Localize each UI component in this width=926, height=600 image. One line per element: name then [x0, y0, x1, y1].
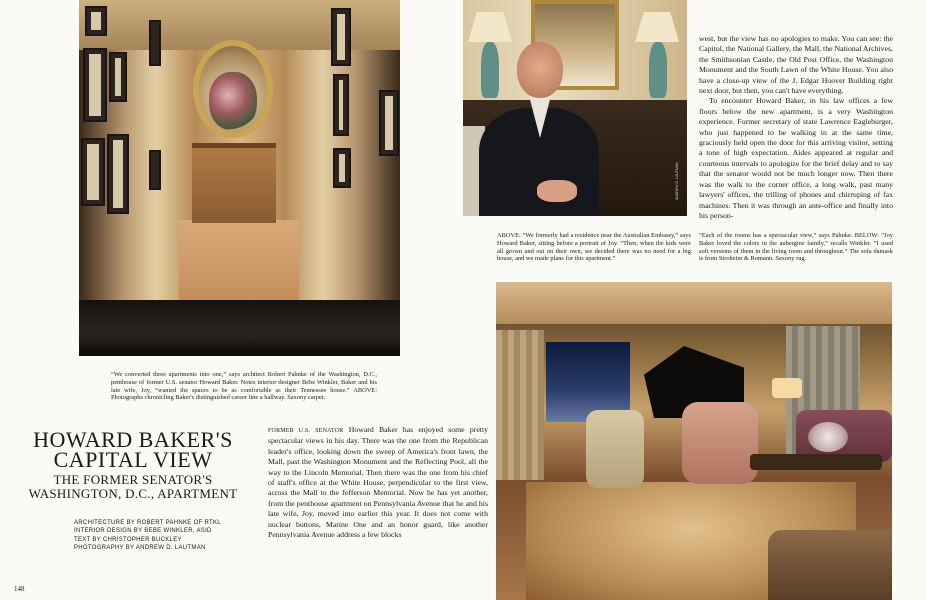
wall-photo-frame [379, 90, 399, 156]
folded-hands [537, 180, 577, 202]
article-headline [22, 427, 244, 472]
body-column-2-paragraph-2: To encounter Howard Baker, in his law offices a few floors below the new apartment, is a very Washington experience. Former secretary of state Lawrence Eagleburger, who just happened to be walking in at the same time, graciously held open the door for this arriving visitor, setting a tone of high expectation. Aides appeared at regular and courteous intervals to apologize for the brief delay and to say that the senator would not be much longer now. Then there was the walk to the corner office, a long walk, past many lawyers' offices, the trilling of phones and chirruping of fax machines. Then it was through an ante-office and finally into his person- [699, 96, 893, 220]
armchair-foreground [768, 530, 892, 600]
wall-photo-frame [149, 20, 161, 66]
lead-in: FORMER U.S. SENATOR [268, 428, 344, 434]
wall-photo-frame [85, 6, 107, 36]
body-column-1 [268, 425, 488, 540]
credit-text: TEXT BY CHRISTOPHER BUCKLEY [74, 536, 182, 543]
console-cabinet [192, 143, 276, 223]
credit-architecture: ARCHITECTURE BY ROBERT PAHNKE OF RTKL [74, 520, 221, 526]
credit-interior-design: INTERIOR DESIGN BY BEBE WINKLER, ASID [74, 528, 212, 535]
coffee-table [750, 454, 882, 470]
photo-credit: ANDREW D. LAUTMAN [675, 162, 679, 200]
wall-photo-frame [107, 134, 129, 214]
portrait-photo [463, 0, 687, 216]
wall-photo-frame [109, 52, 127, 102]
wall-photo-frame [149, 150, 161, 190]
hallway-marble-floor [79, 300, 400, 356]
flower-arrangement [209, 72, 257, 130]
armchair-rose [682, 402, 758, 484]
wall-photo-frame [81, 138, 105, 206]
living-room-photo [496, 282, 892, 600]
body-column-1-text: Howard Baker has enjoyed some pretty spectacular views in his day. There was the one from the Republican leader's office, looking down the sweep of America's front lawn, the Mall, past the Washington Monument and the Reflecting Pool, all the way to the Lincoln Memorial. Then there was the one from his chief of staff's office at the White House, perpendicular to the first view, across the Mall to the Jefferson Memorial. Now he has yet another, from the penthouse apartment on Pennsylvania Avenue that he and his late wife, Joy, moved into earlier this year. It does not come with nuclear buttons, Marine One and an honor guard, like another Pennsylvania Avenue address a few blocks [268, 425, 489, 540]
hallway-carpet [179, 220, 299, 300]
body-column-2 [699, 34, 893, 221]
living-room-ceiling [496, 282, 892, 324]
wall-photo-frame [331, 8, 351, 66]
body-column-2-paragraph-1: west, but the view has no apologies to make. You can see: the Capitol, the National Gallery, the Mall, the National Archives, the Smithsonian Castle, the Old Post Office, the Washington Monument and the South Lawn of the White House. You also have a close-up view of the J. Edgar Hoover Building right next door, but then, you can't have everything. [699, 34, 893, 96]
headline-line-2: CAPITAL VIEW [53, 447, 213, 472]
portrait-caption: ABOVE: “We formerly had a residence near the Australian Embassy,” says Howard Baker, sitting before a portrait of Joy. “Then, when the kids were all grown and out on their own, we decided there was no need for a big house, and we made plans for this apartment.” [497, 232, 691, 263]
man-face [517, 42, 563, 98]
drape-left [496, 330, 544, 480]
page-number: 148 [14, 585, 25, 593]
lamp-shade-left [468, 12, 512, 42]
flower-arrangement [808, 422, 848, 452]
headline-line-1: HOWARD BAKER'S [33, 427, 233, 452]
hallway-caption: “We converted three apartments into one,” says architect Robert Pahnke of the Washington, D.C., penthouse of former U.S. senator Howard Baker. Notes interior designer Bebe Winkler, Baker and his late wife, Joy, “wanted the spaces to be as comfortable as their Tennessee house.” ABOVE: Photographs chronicling Baker's distinguished career line a hallway. Saxony carpet. [111, 371, 377, 402]
living-room-caption: “Each of the rooms has a spectacular view,” says Pahnke. BELOW: “Joy Baker loved the colors in the aubergine family,” recalls Winkler. “I used soft versions of them in the living room and throughout.” The sofa damask is from Stroheim & Romann. Saxony rug. [699, 232, 893, 263]
armchair-cream [586, 410, 644, 488]
credit-photography: PHOTOGRAPHY BY ANDREW D. LAUTMAN [74, 545, 206, 552]
article-subhead [22, 473, 244, 501]
lamp-base-left [481, 42, 499, 98]
wall-photo-frame [83, 48, 107, 122]
table-lamp [772, 378, 802, 398]
hallway-photo [79, 0, 400, 356]
wall-photo-frame [333, 74, 349, 136]
lamp-base-right [649, 42, 667, 98]
wall-photo-frame [333, 148, 351, 188]
lamp-shade-right [635, 12, 679, 42]
subhead-line-2: WASHINGTON, D.C., APARTMENT [28, 486, 238, 501]
subhead-line-1: THE FORMER SENATOR'S [53, 472, 213, 487]
article-credits [74, 519, 274, 553]
